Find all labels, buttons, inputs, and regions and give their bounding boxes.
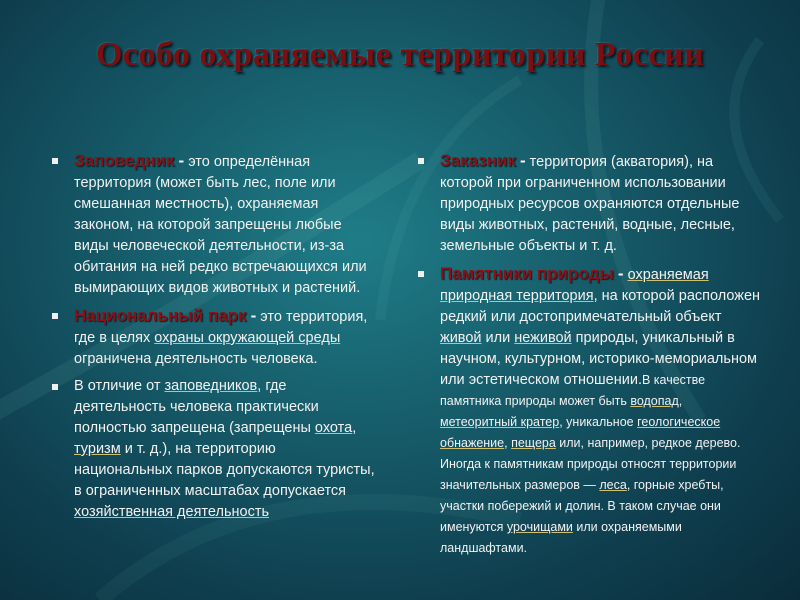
link-geological-outcrop[interactable]: геологическое обнажение [440, 415, 721, 450]
link-hunting[interactable]: охота [314, 420, 353, 436]
link-nonliving[interactable]: неживой [514, 330, 572, 346]
term-zakaznik: Заказник [440, 151, 516, 170]
bullet-icon [52, 384, 58, 390]
definition-text: это определённая территория (может быть лес, поле или смешанная местность), охраняемая законом, на которой запрещены любые виды человеческой деятельности, из-за обитания на ней редко встречающихся или вымирающих видов животных и растений. [74, 154, 367, 296]
small-text: , [678, 394, 683, 408]
link-forests[interactable]: леса [599, 478, 627, 492]
term-zapovednik: Заповедник [74, 151, 175, 170]
slide-title: Особо охраняемые территории России [95, 36, 705, 73]
small-text: или охраняемыми ландшафтами. [440, 520, 682, 555]
small-text: В качестве памятника природы может быть [440, 373, 706, 408]
bullet-icon [418, 271, 424, 277]
link-waterfall[interactable]: водопад [630, 394, 679, 408]
small-text: , [504, 436, 512, 450]
paragraph-text: и т. д.), на территорию национальных парков допускаются туристы, в ограниченных масштабах допускается [74, 441, 375, 499]
link-zapovedniki[interactable]: заповедников [164, 378, 258, 394]
right-column [412, 150, 762, 565]
definition-text: , на которой расположен редкий или достопримечательный объект [440, 288, 761, 325]
left-column [46, 150, 376, 529]
definition-text: это территория, где в целях [74, 309, 368, 346]
link-environment-protection[interactable]: охраны окружающей среды [154, 330, 341, 346]
dash: - [250, 306, 257, 325]
link-urochishcha[interactable]: урочищами [506, 520, 573, 534]
paragraph-text: , где деятельность человека практически полностью запрещена (запрещены [74, 378, 319, 436]
list-item-zakaznik [412, 150, 762, 257]
list-item-nature-monuments [412, 263, 762, 559]
link-tourism[interactable]: туризм [74, 441, 121, 457]
term-national-park: Национальный парк [74, 306, 247, 325]
link-living[interactable]: живой [440, 330, 482, 346]
small-text: , уникальное [559, 415, 638, 429]
paragraph-text: В отличие от [74, 378, 165, 394]
list-item-difference [46, 376, 376, 523]
dash: - [178, 151, 185, 170]
list-item-zapovednik [46, 150, 376, 299]
definition-text: ограничена деятельность человека. [74, 351, 318, 367]
link-cave[interactable]: пещера [511, 436, 556, 450]
bullet-icon [52, 158, 58, 164]
dash: - [519, 151, 526, 170]
small-text: или, например, редкое дерево. Иногда к памятникам природы относят территории значительных размеров — [440, 436, 741, 492]
paragraph-text: , [352, 420, 357, 436]
bullet-icon [52, 313, 58, 319]
small-text: , горные хребты, участки побережий и долин. В таком случае они именуются [440, 478, 724, 534]
list-item-national-park [46, 305, 376, 370]
dash: - [617, 264, 624, 283]
definition-text: природы, уникальный в научном, культурном, историко-мемориальном или эстетическом отношении. [440, 330, 757, 388]
definition-text: территория (акватория), на которой при ограниченном использовании природных ресурсов охраняются отдельные виды животных, растений, водные, лесные, земельные объекты и т. д. [440, 154, 740, 254]
term-nature-monuments: Памятники природы [440, 264, 614, 283]
link-meteor-crater[interactable]: метеоритный кратер [440, 415, 560, 429]
link-economic-activity[interactable]: хозяйственная деятельность [74, 504, 270, 520]
link-protected-territory[interactable]: охраняемая природная территория [440, 267, 709, 304]
bullet-icon [418, 158, 424, 164]
definition-text: или [481, 330, 515, 346]
